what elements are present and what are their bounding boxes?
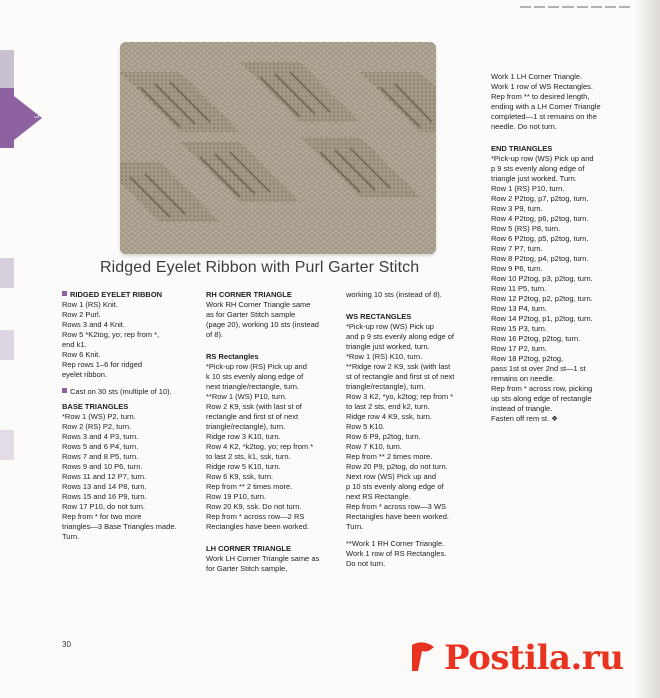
instruction-line: rectangle and first st of next	[206, 412, 299, 421]
heading-rh-corner-triangle: RH CORNER TRIANGLE	[206, 290, 292, 299]
instruction-line: Row 6 Knit.	[62, 350, 101, 359]
instruction-line: needle. Do not turn.	[491, 122, 557, 131]
instruction-line: Row 2 K9, ssk (with last st of	[206, 402, 302, 411]
instruction-line: Work LH Corner Triangle same as	[206, 554, 320, 563]
column-1	[62, 290, 202, 542]
instruction-line: Do not turn.	[346, 559, 386, 568]
heading-end-triangles: END TRIANGLES	[491, 144, 553, 153]
instruction-line: Rectangles have been worked.	[346, 512, 449, 521]
knitted-swatch-photo	[120, 42, 436, 254]
instruction-line: Row 19 P10, turn.	[206, 492, 267, 501]
instruction-line: Ridge row 4 K9, ssk, turn.	[346, 412, 432, 421]
instruction-line: Row 16 P2tog, p2tog, turn.	[491, 334, 581, 343]
instruction-line: Row 1 (RS) P10, turn.	[491, 184, 565, 193]
instruction-line: Rep from * across row, picking	[491, 384, 593, 393]
instruction-line: ending with a LH Corner Triangle	[491, 102, 601, 111]
side-tab-2	[0, 330, 14, 360]
instruction-line: (page 20), working 10 sts (instead	[206, 320, 319, 329]
section-tab-label: Lace	[34, 100, 41, 118]
column-4	[491, 72, 633, 424]
instruction-line: completed—1 st remains on the	[491, 112, 597, 121]
instruction-line: pass 1st st over 2nd st—1 st	[491, 364, 586, 373]
instruction-line: Ridge row 5 K10, turn.	[206, 462, 281, 471]
instruction-line: Next row (WS) Pick up and	[346, 472, 437, 481]
page-edge-shadow	[634, 0, 660, 698]
instruction-line: Row 18 P2tog, p2tog,	[491, 354, 564, 363]
instruction-line: to last 2 sts, end k2, turn.	[346, 402, 430, 411]
instruction-line: Row 17 P2, turn.	[491, 344, 547, 353]
instruction-line: *Pick-up row (WS) Pick up and	[491, 154, 594, 163]
instruction-line: Rows 11 and 12 P7, turn.	[62, 472, 147, 481]
instruction-line: triangles—3 Base Triangles made.	[62, 522, 177, 531]
instruction-line: Rows 5 and 6 P4, turn.	[62, 442, 139, 451]
top-border-dots	[520, 6, 630, 12]
side-tab-1	[0, 258, 14, 288]
instruction-line: triangle just worked. Turn.	[491, 174, 577, 183]
instruction-line: Row 2 P2tog, p7, p2tog, turn.	[491, 194, 589, 203]
bullet-square-icon	[62, 291, 67, 296]
instruction-line: Row 15 P3, turn.	[491, 324, 547, 333]
instruction-line: next RS Rectangle.	[346, 492, 411, 501]
instruction-line: to last 2 sts, k1, ssk, turn.	[206, 452, 291, 461]
instruction-line: Rep rows 1–6 for ridged	[62, 360, 143, 369]
instruction-line: Row 2 (RS) P2, turn.	[62, 422, 132, 431]
instruction-line: st of rectangle and first st of next	[346, 372, 455, 381]
column-2	[206, 290, 343, 574]
instruction-line: Rectangles have been worked.	[206, 522, 309, 531]
instruction-line: Rep from ** 2 times more.	[346, 452, 433, 461]
instruction-line: Row 20 P9, p2tog, do not turn.	[346, 462, 448, 471]
instruction-line: k 10 sts evenly along edge of	[206, 372, 304, 381]
instruction-line: Turn.	[346, 522, 364, 531]
cast-on-note: Cast on 30 sts (multiple of 10).	[70, 387, 172, 396]
instruction-line: Row 4 P2tog, p6, p2tog, turn.	[491, 214, 589, 223]
instruction-line: Rep from * for two more	[62, 512, 142, 521]
instruction-line: Row 3 P9, turn.	[491, 204, 543, 213]
instruction-line: Row 5 *K2tog, yo; rep from *,	[62, 330, 160, 339]
instruction-line: Row 7 K10, turn.	[346, 442, 402, 451]
instruction-line: *Pick-up row (WS) Pick up	[346, 322, 434, 331]
instruction-line: Rows 3 and 4 P3, turn.	[62, 432, 139, 441]
instruction-line: *Pick-up row (RS) Pick up and	[206, 362, 307, 371]
instruction-line: Rep from * across row—3 WS	[346, 502, 447, 511]
instruction-line: eyelet ribbon.	[62, 370, 108, 379]
instruction-line: Row 12 P2tog, p2, p2tog, turn.	[491, 294, 593, 303]
instruction-line: Row 7 P7, turn.	[491, 244, 543, 253]
watermark-text: Postila.ru	[444, 638, 624, 678]
instruction-line: Row 10 P2tog, p3, p2tog, turn.	[491, 274, 593, 283]
instruction-line: Work RH Corner Triangle same	[206, 300, 311, 309]
instruction-line: triangle/rectangle), turn.	[346, 382, 426, 391]
instruction-line: Row 6 K9, ssk, turn.	[206, 472, 274, 481]
instruction-line: p 9 sts evenly along edge of	[491, 164, 585, 173]
instruction-line: Row 14 P2tog, p1, p2tog, turn.	[491, 314, 593, 323]
column-3	[346, 290, 486, 569]
instruction-line: p 10 sts evenly along edge of	[346, 482, 444, 491]
instruction-line: **Row 1 (WS) P10, turn.	[206, 392, 287, 401]
instruction-line: Rep from ** 2 times more.	[206, 482, 293, 491]
instruction-line: **Work 1 RH Corner Triangle.	[346, 539, 445, 548]
instruction-line: Row 1 (RS) Knit.	[62, 300, 118, 309]
instruction-line: of 8).	[206, 330, 224, 339]
instruction-line: Rows 9 and 10 P6, turn.	[62, 462, 143, 471]
heading-rs-rectangles: RS Rectangles	[206, 352, 259, 361]
instruction-line: for Garter Stitch sample,	[206, 564, 288, 573]
instruction-line: end k1.	[62, 340, 87, 349]
instruction-line: triangle just worked, turn.	[346, 342, 430, 351]
instruction-line: Row 5 K10.	[346, 422, 385, 431]
instruction-line: Row 5 (RS) P8, turn.	[491, 224, 561, 233]
page-number: 30	[62, 640, 71, 649]
instruction-line: Rows 15 and 16 P9, turn.	[62, 492, 147, 501]
instruction-line: and p 9 sts evenly along edge of	[346, 332, 454, 341]
side-tab-upper	[0, 50, 14, 88]
instruction-line: Row 6 P9, p2tog, turn.	[346, 432, 421, 441]
postila-logo-icon	[408, 641, 438, 675]
side-tab-3	[0, 430, 14, 460]
instruction-line: Rep from ** to desired length,	[491, 92, 590, 101]
instruction-line: Row 2 Purl.	[62, 310, 101, 319]
pattern-title: Ridged Eyelet Ribbon with Purl Garter Stitch	[100, 259, 420, 276]
instruction-line: Fasten off rem st. ❖	[491, 414, 559, 423]
instruction-line: Ridge row 3 K10, turn.	[206, 432, 281, 441]
instruction-line: *Row 1 (RS) K10, turn.	[346, 352, 423, 361]
instruction-line: Rep from * across row—2 RS	[206, 512, 305, 521]
instruction-line: Rows 13 and 14 P8, turn.	[62, 482, 147, 491]
instruction-line: next triangle/rectangle, turn.	[206, 382, 299, 391]
instruction-line: Work 1 LH Corner Triangle.	[491, 72, 583, 81]
instruction-line: Rows 7 and 8 P5, turn.	[62, 452, 139, 461]
instruction-line: Row 8 P2tog, p4, p2tog, turn.	[491, 254, 589, 263]
instruction-line: remains on needle.	[491, 374, 555, 383]
instruction-line: Row 17 P10, do not turn.	[62, 502, 145, 511]
side-tab-active	[0, 88, 14, 148]
instruction-line: *Row 1 (WS) P2, turn.	[62, 412, 136, 421]
instruction-line: Row 13 P4, turn.	[491, 304, 547, 313]
instruction-line: working 10 sts (instead of 8).	[346, 290, 442, 299]
instruction-line: Row 20 K9, ssk. Do not turn.	[206, 502, 302, 511]
instruction-line: Row 3 K2, *yo, k2tog; rep from *	[346, 392, 454, 401]
instruction-line: **Ridge row 2 K9, ssk (with last	[346, 362, 451, 371]
instruction-line: up sts along edge of rectangle	[491, 394, 592, 403]
bullet-square-icon	[62, 388, 67, 393]
instruction-line: Rows 3 and 4 Knit.	[62, 320, 125, 329]
heading-ws-rectangles: WS RECTANGLES	[346, 312, 412, 321]
instruction-line: Row 11 P5, turn.	[491, 284, 547, 293]
instruction-line: as for Garter Stitch sample	[206, 310, 296, 319]
instruction-line: Row 6 P2tog, p5, p2tog, turn.	[491, 234, 589, 243]
instruction-line: Turn.	[62, 532, 80, 541]
instruction-line: Row 4 K2, *k2tog, yo; rep from *	[206, 442, 314, 451]
instruction-line: Row 9 P6, turn.	[491, 264, 543, 273]
instruction-line: Work 1 row of RS Rectangles.	[346, 549, 447, 558]
heading-lh-corner-triangle: LH CORNER TRIANGLE	[206, 544, 291, 553]
instruction-line: instead of triangle.	[491, 404, 553, 413]
heading-ridged-eyelet-ribbon: RIDGED EYELET RIBBON	[70, 290, 163, 299]
instruction-line: triangle/rectangle), turn.	[206, 422, 286, 431]
instruction-line: Work 1 row of WS Rectangles.	[491, 82, 593, 91]
heading-base-triangles: BASE TRIANGLES	[62, 402, 129, 411]
